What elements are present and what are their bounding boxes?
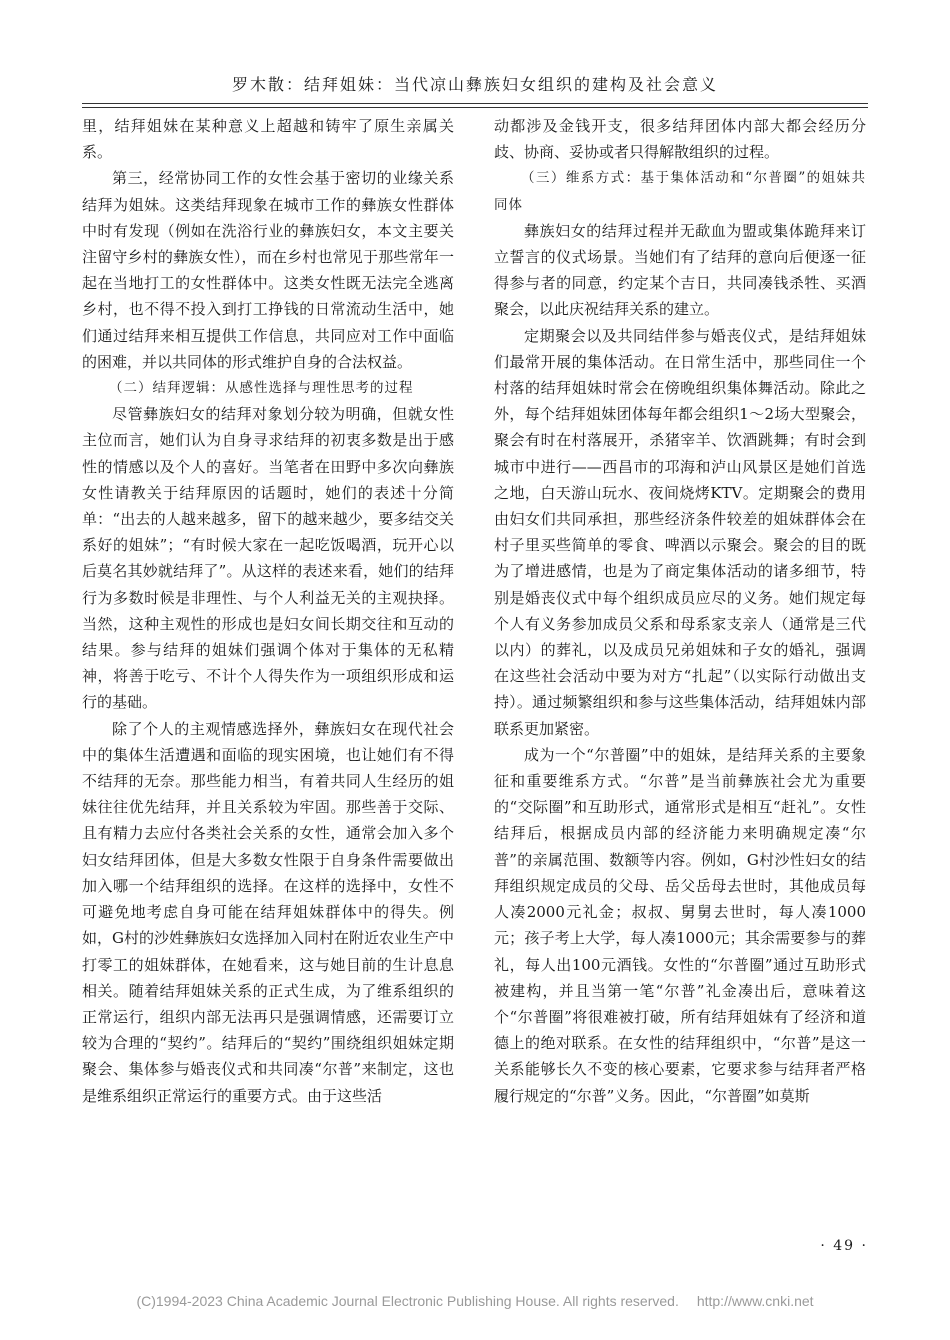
- paragraph: 除了个人的主观情感选择外，彝族妇女在现代社会中的集体生活遭遇和面临的现实困境，也让她们有不得不结拜的无奈。那些能力相当，有着共同人生经历的姐妹往往优先结拜，并且关系较为牢固。那些善于交际、且有精力去应付各类社会关系的女性，通常会加入多个妇女结拜团体，但是大多数女性限于自身条件需要做出加入哪一个结拜组织的选择。在这样的选择中，女性不可避免地考虑自身可能在结拜姐妹群体中的得失。例如，G村的沙姓彝族妇女选择加入同村在附近农业生产中打零工的姐妹群体，在她看来，这与她目前的生计息息相关。随着结拜姐妹关系的正式生成，为了维系组织的正常运行，组织内部无法再只是强调情感，还需要订立较为合理的“契约”。结拜后的“契约”围绕组织姐妹定期聚会、集体参与婚丧仪式和共同凑“尔普”来制定，这也是维系组织正常运行的重要方式。由于这些活: [82, 719, 454, 1105]
- right-column: [494, 113, 866, 1109]
- header-rule-top: [82, 103, 868, 104]
- running-header: 罗木散：结拜姐妹：当代凉山彝族妇女组织的建构及社会意义: [231, 75, 718, 94]
- paragraph: 成为一个“尔普圈”中的姐妹，是结拜关系的主要象征和重要维系方式。“尔普”是当前彝族社会尤为重要的“交际圈”和互助形式，通常形式是相互“赶礼”。女性结拜后，根据成员内部的经济能力来明确规定凑“尔普”的亲属范围、数额等内容。例如，G村沙性妇女的结拜组织规定成员的父母、岳父岳母去世时，其他成员每人凑2000元礼金；叔叔、舅舅去世时，每人凑1000元；孩子考上大学，每人凑1000元；其余需要参与的葬礼，每人出100元酒钱。女性的“尔普圈”通过互助形式被建构，并且当第一笔“尔普”礼金凑出后，意味着这个“尔普圈”将很难被打破，所有结拜姐妹有了经济和道德上的绝对联系。在女性的结拜组织中，“尔普”是这一关系能够长久不变的核心要素，它要求参与结拜者严格履行规定的“尔普”义务。因此，“尔普圈”如莫斯: [494, 745, 866, 1105]
- page-number: · 49 ·: [820, 1238, 868, 1254]
- paragraph: 尽管彝族妇女的结拜对象划分较为明确，但就女性主位而言，她们认为自身寻求结拜的初衷多数是出于感性的情感以及个人的喜好。当笔者在田野中多次向彝族女性请教关于结拜原因的话题时，她们的表述十分简单：“出去的人越来越多，留下的越来越少，要多结交关系好的姐妹”；“有时候大家在一起吃饭喝酒，玩开心以后莫名其妙就结拜了”。从这样的表述来看，她们的结拜行为多数时候是非理性、与个人利益无关的主观抉择。当然，这种主观性的形成也是妇女间长期交往和互动的结果。参与结拜的姐妹们强调个体对于集体的无私精神，将善于吃亏、不计个人得失作为一项组织形成和运行的基础。: [82, 405, 454, 712]
- header-rule-bottom: [82, 107, 868, 108]
- footer-link[interactable]: http://www.cnki.net: [696, 1293, 814, 1309]
- paragraph: 里，结拜姐妹在某种意义上超越和铸牢了原生亲属关系。: [82, 117, 454, 162]
- section-heading: （二）结拜逻辑：从感性选择与理性思考的过程: [109, 380, 414, 397]
- paragraph: 彝族妇女的结拜过程并无歃血为盟或集体跪拜来订立誓言的仪式场景。当她们有了结拜的意向后便逐一征得参与者的同意，约定某个吉日，共同凑钱杀牲、买酒聚会，以此庆祝结拜关系的建立。: [494, 221, 866, 319]
- paragraph: 第三，经常协同工作的女性会基于密切的业缘关系结拜为姐妹。这类结拜现象在城市工作的彝族女性群体中时有发现（例如在洗浴行业的彝族妇女，本文主要关注留守乡村的彝族女性），而在乡村也常见于那些常年一起在当地打工的女性群体中。这类女性既无法完全逃离乡村，也不得不投入到打工挣钱的日常流动生活中，她们通过结拜来相互提供工作信息，共同应对工作中面临的困难，并以共同体的形式维护自身的合法权益。: [82, 169, 454, 371]
- copyright-notice: (C)1994-2023 China Academic Journal Electronic Publishing House. All rights reserved.: [136, 1293, 679, 1309]
- paragraph: 定期聚会以及共同结伴参与婚丧仪式，是结拜姐妹们最常开展的集体活动。在日常生活中，那些同住一个村落的结拜姐妹时常会在傍晚组织集体舞活动。除此之外，每个结拜姐妹团体每年都会组织1～2场大型聚会，聚会有时在村落展开，杀猪宰羊、饮酒跳舞；有时会到城市中进行——西昌市的邛海和泸山风景区是她们首选之地，白天游山玩水、夜间烧烤KTV。定期聚会的费用由妇女们共同承担，那些经济条件较差的姐妹群体会在村子里买些简单的零食、啤酒以示聚会。聚会的目的既为了增进感情，也是为了商定集体活动的诸多细节，特别是婚丧仪式中每个组织成员应尽的义务。她们规定每个人有义务参加成员父系和母系家支亲人（通常是三代以内）的葬礼，以及成员兄弟姐妹和子女的婚礼，强调在这些社会活动中要为对方“扎起”（以实际行动做出支持）。通过频繁组织和参与这些集体活动，结拜姐妹内部联系更加紧密。: [494, 326, 866, 738]
- section-heading: （三）维系方式：基于集体活动和“尔普圈”的姐妹共同体: [494, 170, 866, 213]
- left-column: [82, 113, 454, 1109]
- paragraph: 动都涉及金钱开支，很多结拜团体内部大都会经历分歧、协商、妥协或者只得解散组织的过程。: [494, 117, 866, 162]
- footer: [0, 1293, 950, 1309]
